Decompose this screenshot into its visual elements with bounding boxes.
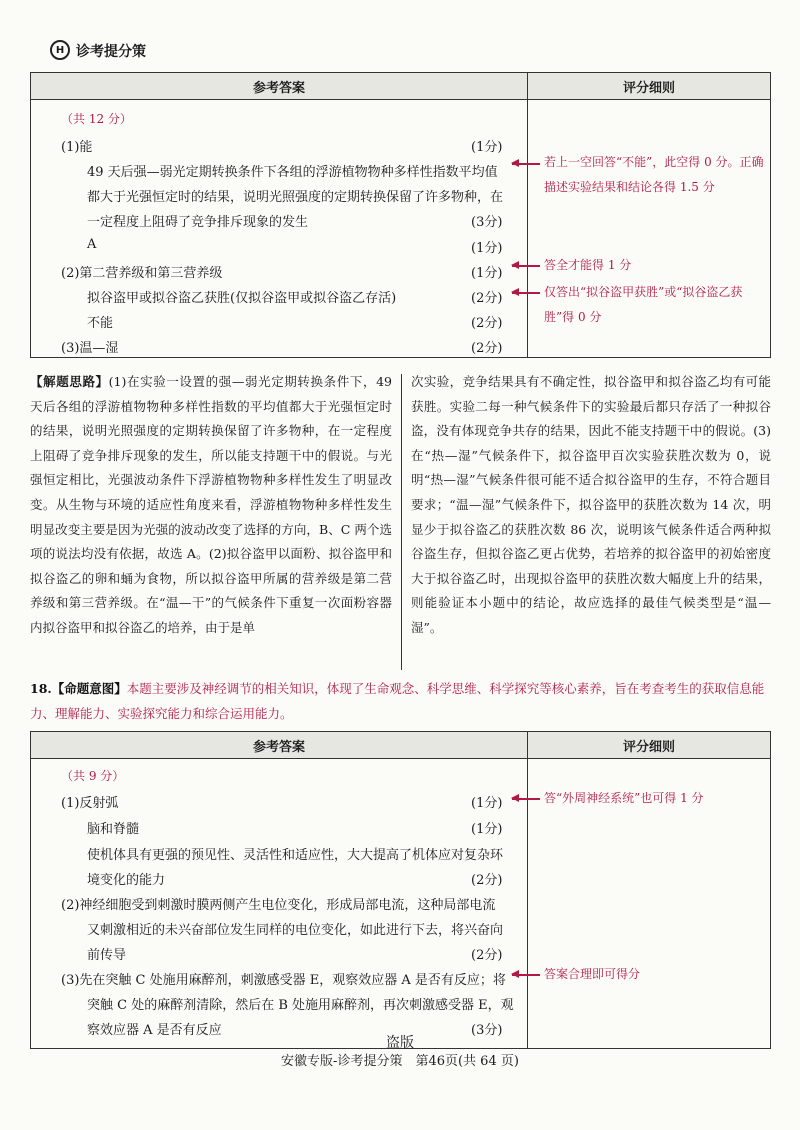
q17-line: (1)能: [61, 140, 93, 155]
column-divider: [401, 374, 402, 670]
q18-score: (3分): [471, 1023, 503, 1038]
answer-header: 参考答案: [31, 73, 528, 100]
arrow-icon: [512, 265, 540, 267]
analysis-left: [30, 370, 392, 641]
q17-note: 答全才能得 1 分: [544, 258, 632, 272]
q18-note: 答案合理即可得分: [544, 967, 641, 981]
arrow-icon: [512, 292, 540, 294]
analysis-label: 【解题思路】: [30, 374, 109, 389]
q18-note: 答“外周神经系统”也可得 1 分: [544, 791, 704, 805]
q18-line: (3)先在突触 C 处施用麻醉剂，刺激感受器 E，观察效应器 A 是否有反应；将: [61, 973, 506, 988]
q18-total: （共 9 分）: [61, 769, 125, 783]
q18-score: (2分): [471, 948, 503, 963]
q18-line: 使机体具有更强的预见性、灵活性和适应性，大大提高了机体应对复杂环: [87, 848, 504, 863]
answer-header: 参考答案: [31, 732, 528, 759]
answer-table-q18: [30, 731, 771, 1049]
grading-header: 评分细则: [528, 732, 771, 759]
q18-intent: [30, 676, 775, 726]
grading-header: 评分细则: [528, 73, 771, 100]
q17-score: (3分): [471, 215, 503, 230]
q17-score: (2分): [471, 341, 503, 356]
q17-score: (2分): [471, 316, 503, 331]
q17-line: 拟谷盗甲或拟谷盗乙获胜(仅拟谷盗甲或拟谷盗乙存活): [87, 291, 397, 306]
q18-score: (1分): [471, 822, 503, 837]
q17-line: 49 天后强—弱光定期转换条件下各组的浮游植物物种多样性指数平均值: [87, 165, 498, 180]
q17-line: 不能: [87, 316, 114, 331]
q18-number: 18.: [30, 681, 52, 696]
q18-label: 【命题意图】: [51, 681, 127, 696]
q17-line: 都大于光强恒定时的结果，说明光照强度的定期转换保留了许多物种，在: [87, 190, 504, 205]
q18-line: 又刺激相近的未兴奋部位发生同样的电位变化，如此进行下去，将兴奋向: [87, 923, 504, 938]
brand-title: 诊考提分策: [76, 44, 146, 60]
q18-score: (1分): [471, 796, 503, 811]
q17-note: 若上一空回答“不能”，此空得 0 分。正确描述实验结果和结论各得 1.5 分: [544, 155, 764, 194]
q17-note: 仅答出“拟谷盗甲获胜”或“拟谷盗乙获胜”得 0 分: [544, 285, 743, 324]
q18-line: 突触 C 处的麻醉剂清除，然后在 B 处施用麻醉剂，再次刺激感受器 E，观: [87, 998, 514, 1013]
arrow-icon: [512, 974, 540, 976]
analysis-right: 次实验，竞争结果具有不确定性，拟谷盗甲和拟谷盗乙均有可能获胜。实验二每一种气候条件下的实验最后都只存活了一种拟谷盗，没有体现竞争共存的结果，因此不能支持题干中的假说。(3)在“热—湿”气候条件下，拟谷盗甲百次实验获胜次数为 0，说明“热—湿”气候条件很可能不适合拟谷盗甲的生存，不符合题目要求；“温—湿”气候条件下，拟谷盗甲的获胜次数为 14 次，明显少于拟谷盗乙的获胜次数 86 次，说明该气候条件适合两种拟谷盗生存，但拟谷盗乙更占优势，若培养的拟谷盗甲的初始密度大于拟谷盗乙时，出现拟谷盗甲的获胜次数大幅度上升的结果，则能验证本小题中的结论，故应选择的最佳气候类型是“温—湿”。: [411, 374, 771, 635]
q17-score: (1分): [471, 241, 503, 256]
q17-line: A: [87, 237, 97, 252]
q17-line: (2)第二营养级和第三营养级: [61, 266, 223, 281]
q18-line: (2)神经细胞受到刺激时膜两侧产生电位变化，形成局部电流，这种局部电流: [61, 898, 496, 913]
watermark: 盗版: [386, 1035, 414, 1051]
arrow-icon: [512, 798, 540, 800]
page-footer: 安徽专版-诊考提分策 第46页(共 64 页): [281, 1054, 519, 1069]
q18-intent-text: 本题主要涉及神经调节的相关知识，体现了生命观念、科学思维、科学探究等核心素养，旨在考查考生的获取信息能力、理解能力、实验探究能力和综合运用能力。: [30, 681, 765, 721]
q18-line: 察效应器 A 是否有反应: [87, 1023, 222, 1038]
analysis-left-text: (1)在实验一设置的强—弱光定期转换条件下，49 天后各组的浮游植物物种多样性指数的平均值都大于光强恒定时的结果，说明光照强度的定期转换保留了许多物种，在一定程度上阻碍了竞争排斥现象的发生，所以能支持题干中的假说。与光强恒定相比，光强波动条件下浮游植物物种多样性发生了明显改变。从生物与环境的适应性角度来看，浮游植物物种多样性发生明显改变主要是因为光强的波动改变了选择的方向，B、C 两个选项的说法均没有依据，故选 A。(2)拟谷盗甲以面粉、拟谷盗甲和拟谷盗乙的卵和蛹为食物，所以拟谷盗甲所属的营养级是第二营养级和第三营养级。在“温—干”的气候条件下重复一次面粉容器内拟谷盗甲和拟谷盗乙的培养，由于是单: [30, 374, 392, 635]
q17-score: (1分): [471, 140, 503, 155]
q18-line: 前传导: [87, 948, 127, 963]
q18-score: (2分): [471, 873, 503, 888]
q18-line: 境变化的能力: [87, 873, 166, 888]
q17-score: (1分): [471, 266, 503, 281]
q17-line: 一定程度上阻碍了竞争排斥现象的发生: [87, 215, 309, 230]
arrow-icon: [512, 163, 540, 165]
q17-score: (2分): [471, 291, 503, 306]
q17-total: （共 12 分）: [61, 112, 132, 126]
q18-line: (1)反射弧: [61, 796, 119, 811]
q18-line: 脑和脊髓: [87, 822, 140, 837]
q17-line: (3)温—湿: [61, 341, 119, 356]
logo-icon: H: [50, 40, 70, 60]
